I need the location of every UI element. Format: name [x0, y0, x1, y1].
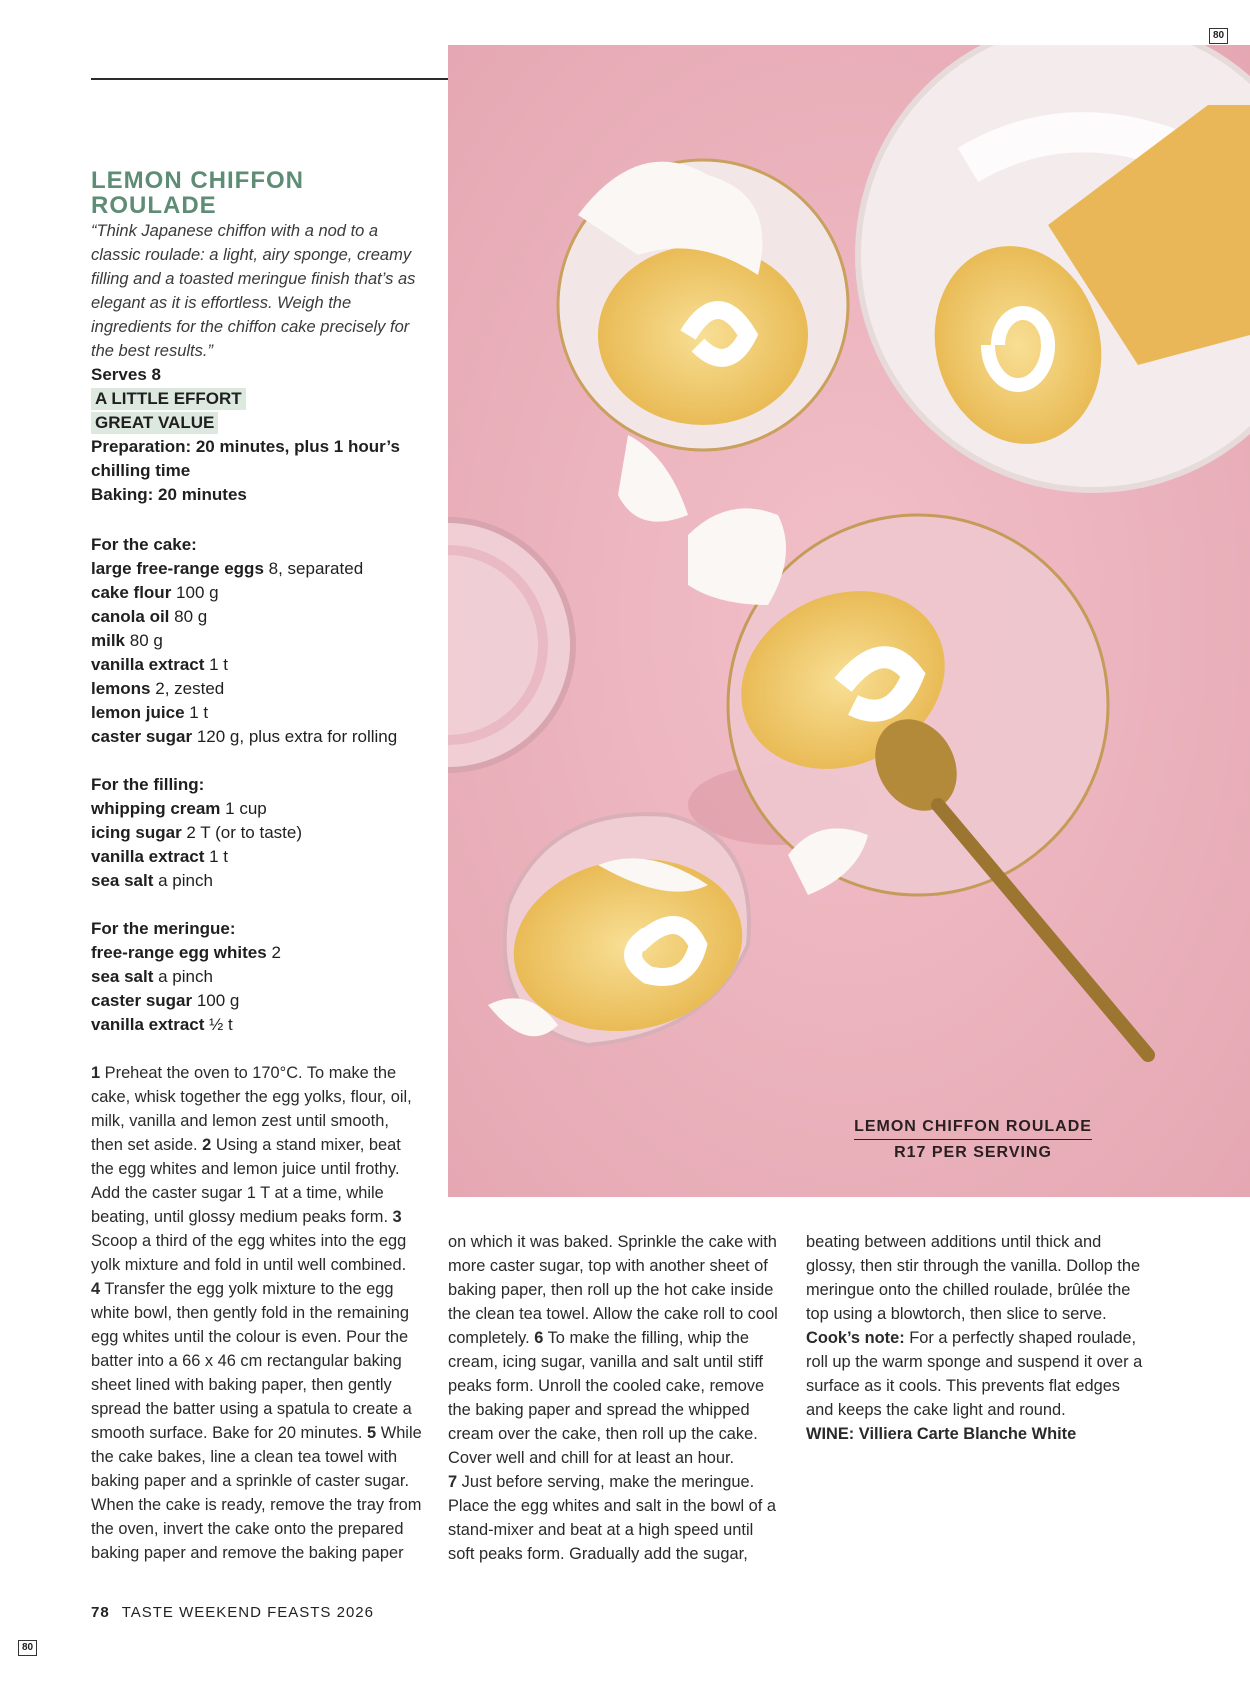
step-number: 6: [534, 1329, 544, 1347]
step-text: Preheat the oven to 170°C. To make the cake, whisk together the egg yolks, flour, oil, milk, vanilla and lemon zest until smooth, then set aside.: [91, 1064, 412, 1154]
ingredient-item: large free-range eggs 8, separated: [91, 559, 364, 578]
ingredient-item: vanilla extract ½ t: [91, 1015, 233, 1034]
step-text: Just before serving, make the meringue. Place the egg whites and salt in the bowl of a stand-mixer and beat at a high speed until soft peaks form. Gradually add the sugar,: [448, 1473, 777, 1563]
ingredient-item: canola oil 80 g: [91, 607, 208, 626]
step-text: on which it was baked. Sprinkle the cake with more caster sugar, top with another sheet of baking paper, then roll up the hot cake inside the clean tea towel. Allow the cake roll to cool completely.: [448, 1233, 778, 1347]
ingredient-item: whipping cream 1 cup: [91, 799, 267, 818]
wine-pairing: WINE: Villiera Carte Blanche White: [806, 1425, 1077, 1443]
recipe-title: [91, 168, 411, 218]
serves: Serves 8: [91, 365, 161, 384]
cooks-note: For a perfectly shaped roulade, roll up the warm sponge and suspend it over a surface as it cools. This prevents flat edges and keeps the cake light and round.: [806, 1329, 1143, 1419]
ingredient-item: vanilla extract 1 t: [91, 847, 229, 866]
ingredient-item: lemon juice 1 t: [91, 703, 209, 722]
ingredient-item: vanilla extract 1 t: [91, 655, 229, 674]
ingredient-item: milk 80 g: [91, 631, 163, 650]
ingredient-item: caster sugar 100 g: [91, 991, 240, 1010]
value-tag: GREAT VALUE: [91, 412, 218, 434]
step-text: Scoop a third of the egg whites into the egg yolk mixture and fold in until well combined.: [91, 1232, 407, 1274]
preparation-time: Preparation: 20 minutes, plus 1 hour’s chilling time: [91, 437, 400, 480]
ingredient-item: sea salt a pinch: [91, 871, 213, 890]
step-number: 5: [367, 1424, 377, 1442]
step-text: Using a stand mixer, beat the egg whites and lemon juice until frothy. Add the caster sugar 1 T at a time, while beating, until glossy medium peaks form.: [91, 1136, 401, 1226]
recipe-intro: “Think Japanese chiffon with a nod to a classic roulade: a light, airy sponge, creamy filling and a toasted meringue finish that’s as elegant as it is effortless. Weigh the ingredients for the chiffon cake precisely for the best results.”: [91, 222, 416, 360]
page-number: 78: [91, 1604, 110, 1621]
page-marker-bottom: 80: [18, 1640, 37, 1656]
step-number: 3: [392, 1208, 402, 1226]
recipe-title-line-2: ROULADE: [91, 192, 217, 219]
ingredient-item: sea salt a pinch: [91, 967, 213, 986]
meringue-ingredients: [91, 917, 431, 1037]
ingredients-heading: For the cake:: [91, 535, 197, 554]
step-number: 1: [91, 1064, 101, 1082]
filling-ingredients: [91, 773, 431, 893]
cake-ingredients: [91, 533, 431, 749]
publication-name: TASTE WEEKEND FEASTS 2026: [121, 1604, 374, 1621]
recipe-meta: [91, 363, 431, 507]
method-column-3: [806, 1230, 1146, 1446]
roulade-photo: [448, 45, 1250, 1197]
step-number: 2: [202, 1136, 212, 1154]
photo-caption-title: LEMON CHIFFON ROULADE: [854, 1118, 1092, 1140]
step-text: While the cake bakes, line a clean tea towel with baking paper and a sprinkle of caster sugar. When the cake is ready, remove the tray from the oven, invert the cake onto the prepared baking paper and remove the baking paper: [91, 1424, 422, 1562]
ingredient-item: caster sugar 120 g, plus extra for rolling: [91, 727, 398, 746]
step-number: 7: [448, 1473, 458, 1491]
method-column-2: [448, 1230, 780, 1566]
step-text: Transfer the egg yolk mixture to the egg white bowl, then gently fold in the remaining egg whites until the colour is even. Pour the batter into a 66 x 46 cm rectangular baking sheet lined with baking paper, then gently spread the batter using a spatula to create a smooth surface. Bake for 20 minutes.: [91, 1280, 412, 1442]
cooks-note-label: Cook’s note:: [806, 1329, 905, 1347]
step-number: 4: [91, 1280, 101, 1298]
ingredient-item: free-range egg whites 2: [91, 943, 281, 962]
photo-illustration: [448, 45, 1250, 1197]
page-footer: [91, 1604, 374, 1621]
method-column-1: [91, 1061, 423, 1565]
ingredient-item: icing sugar 2 T (or to taste): [91, 823, 302, 842]
ingredient-item: cake flour 100 g: [91, 583, 219, 602]
step-text: beating between additions until thick and glossy, then stir through the vanilla. Dollop the meringue onto the chilled roulade, brûlée the top using a blowtorch, then slice to serve.: [806, 1233, 1141, 1323]
effort-tag: A LITTLE EFFORT: [91, 388, 246, 410]
ingredient-item: lemons 2, zested: [91, 679, 225, 698]
recipe-title-line-1: LEMON CHIFFON: [91, 167, 304, 194]
step-text: To make the filling, whip the cream, icing sugar, vanilla and salt until stiff peaks form. Unroll the cooled cake, remove the baking paper and spread the whipped cream over the cake, then roll up the cake. Cover well and chill for at least an hour.: [448, 1329, 765, 1467]
photo-caption: [848, 1118, 1098, 1162]
baking-time: Baking: 20 minutes: [91, 485, 247, 504]
ingredients-heading: For the meringue:: [91, 919, 236, 938]
page-marker-top: 80: [1209, 28, 1228, 44]
ingredients-heading: For the filling:: [91, 775, 205, 794]
photo-caption-price: R17 PER SERVING: [894, 1144, 1052, 1161]
